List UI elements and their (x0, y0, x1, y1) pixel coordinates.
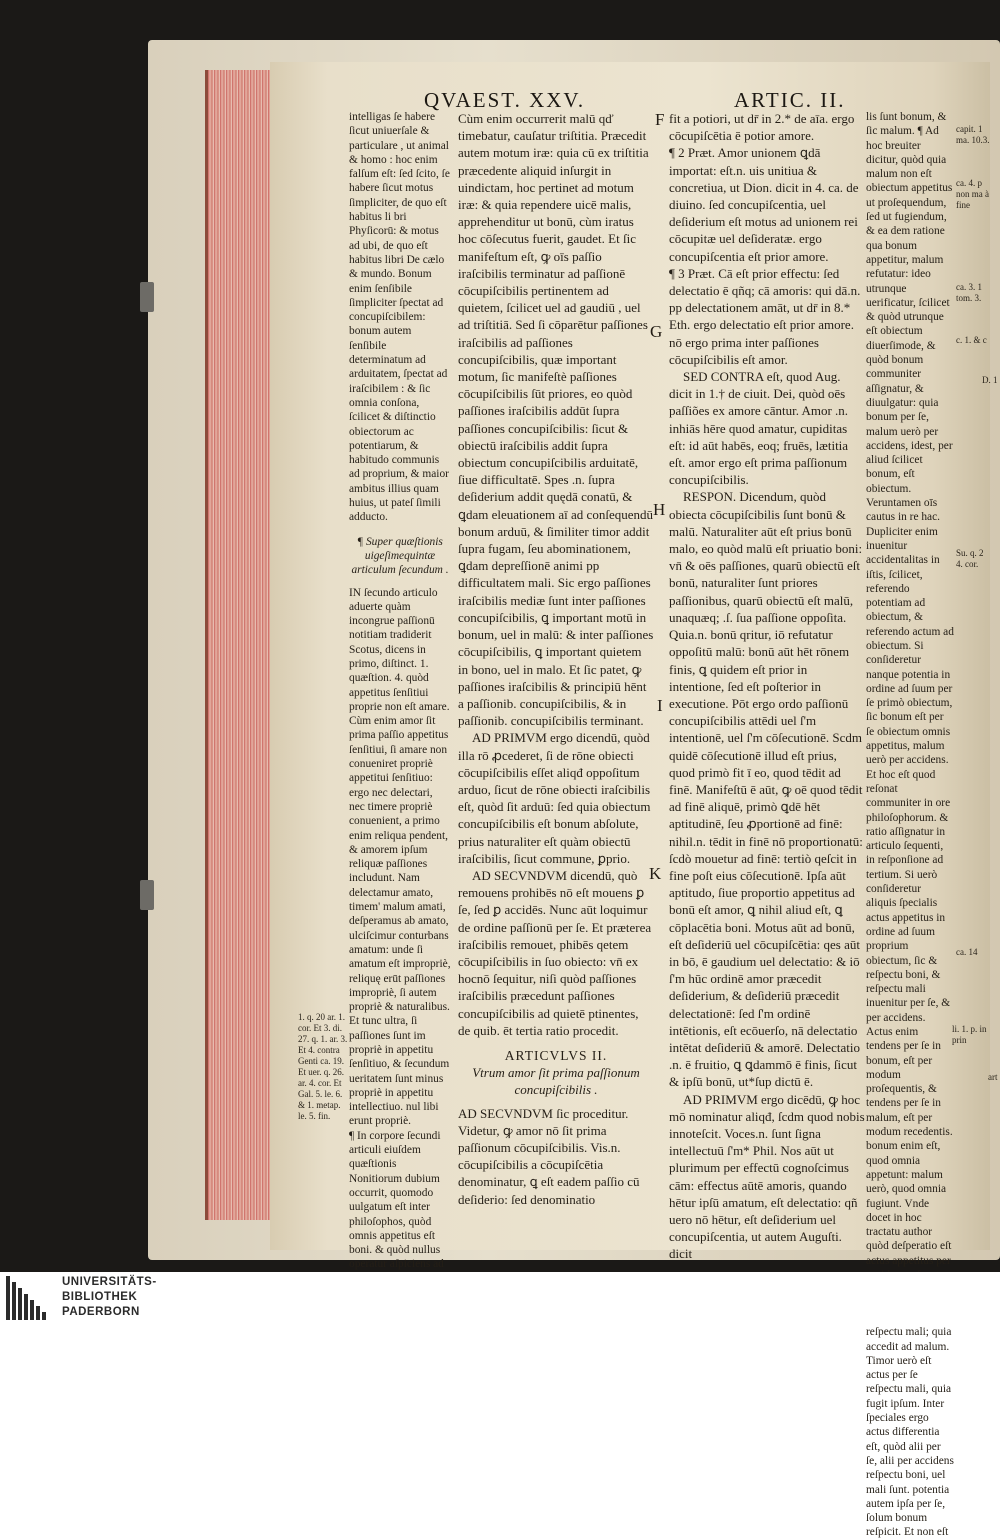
library-logo-text (62, 1275, 157, 1320)
body-paragraph: ¶ 3 Præt. Cā eſt prior effectu: ſed delectatio ē qñq; cā amoris: qui dā.n. pp delectationem amāt, ut dr̄ in 8.* Eth. ergo delectatio eſt prior amore. nō ergo prima inter paſſiones cōcupiſcibilis eſt amor. (669, 265, 861, 367)
logo-line: BIBLIOTHEK (62, 1291, 138, 1303)
margin-note-right: ca. 3. 1 tom. 3. (956, 282, 982, 303)
margin-note-right: c. 1. & c (956, 335, 987, 345)
body-paragraph: AD PRIMVM ergo dicendū, quòd illa rō ꝓcederet, ſi de rōne obiecti cōcupiſcibilis eſſet aliqđ oppoſitum arduo, ſicut de rōne obiecti iraſcibilis eſt, quòd ſit arduū: ſed quia obiectum concupiſcibilis eſt bonum abſolute, prius naturaliter eſt quàm obiectū iraſcibilis, ſicut commune, ꝑprio. (458, 730, 651, 866)
body-paragraph: Cùm enim occurrerit malū qď timebatur, cauſatur triſtitia. Præcedit autem motum iræ: quia cū ex triſtitia præcedente aliquid inſurgit in uindictam, hoc pertinet ad motum iræ: & quia rependere uicē malis, apprehenditur ut bonū, cùm iratus hoc cōſecutus fuerit, gaudet. Et ſic manifeſtum eſt, ꝙ oīs paſſio iraſcibilis terminatur ad paſſionē cōcupiſcibilis pertinentem ad quietem, ſcilicet uel ad gaudiū , uel ad triſtitiā. Sed ſi cōparētur paſſiones iraſcibilis ad paſſiones concupiſcibilis, quæ important motum, ſic manifeſtè paſſiones cōcupiſcibilis ſūt priores, eo quòd paſſiones iraſcibilis addūt ſupra paſſiones concupiſcibilis: ſicut & obiectū iraſcibilis addit ſupra obiectum concupiſcibilis arduitatē, ſiue difficultatē. Spes .n. ſupra deſiderium addit quędā conatū, & ꝗdam eleuationem aī ad conſequendū bonum arduū, & ſimiliter timor addit ſupra fugam, ſeu abominationem, ꝗdam depreſſionē animi pp difficultatem mali. Sic ergo paſſiones iraſcibilis mediæ ſunt inter paſſiones concupiſcibilis, ꝗ important motū in bonum, uel in malū: & inter paſſiones cōcupiſcibilis, ꝗ important quietem in bono, uel in malo. Et ſic patet, ꝙ paſſiones iraſcibilis & principiū hēnt a paſſionib. concupiſcibilis, & in paſſionib. concupiſcibilis terminant. (458, 111, 654, 729)
clasp-bottom (140, 880, 154, 910)
body-paragraph: AD SECVNDVM dicendū, quò remouens prohibēs nō eſt mouens ꝑ ſe, ſed ꝑ accidēs. Nunc aūt loquimur de ordine paſſionū per ſe. Et præterea iraſcibilis remouet, phibēs qetem cōcupiſcibilis in ſuo obiecto: vn̄ ex hocnō ſequitur, niſi quòd paſſiones iraſcibilis præcedunt paſſiones concupiſcibilis ad quietē ptinentes, de quib. ēt tertia ratio procedit. (458, 867, 652, 1038)
library-logo (0, 1272, 1000, 1324)
commentary-column-left (349, 110, 451, 1315)
library-logo-icon (6, 1276, 50, 1320)
commentary-column-right (866, 110, 954, 1540)
logo-line: PADERBORN (62, 1306, 140, 1318)
commentary-paragraph: lis ſunt bonum, & ſic malum. ¶ Ad hoc breuiter dicitur, quòd quia malum non eſt obiectum appetitus ut proſequendum, ſed ut fugiendum, & ea dem ratione qua bonum appetitur, malum refutatur: ideo utrunque uerificatur, ſcilicet & quòd utrunque eſt obiectum diuerſimode, & quòd bonum communiter aſſignatur, & diuulgatur: quia bonum per ſe, malum uerò per accidens, idest, per aliud ſcilicet bonum, eſt obiectum. Veruntamen oīs cautus in re hac. Dupliciter enim inuenitur accidentalitas in iſtis, ſcilicet, referendo potentiam ad obiectum, & referendo actum ad obiectum. Si conſideretur nanque potentia in ordine ad ſuum per ſe primò obiectum, ſic bonum eſt per ſe obiectum omnis appetitus, malum uerò per accidens. Et hoc eſt quod reſonat communiter in ore philoſophorum. & ratio aſſignatur in articulo ſequenti, in reſponſione ad tertium. Si uerò conſideretur aliquis ſpecialis actus appetitus in ordine ad ſuum proprium obiectum, ſic & reſpectu boni, & reſpectu mali inuenitur per ſe, & per accidens. Actus enim tendens per ſe in bonum, eſt per modum proſequentis, & tendens per ſe in malum, eſt per modum recedentis. bonum enim eſt, quod omnia appetunt: malum uerò, quod omnia fugiunt. Vnde docet in hoc tractatu author quòd deſperatio eſt actus appetitus per reſpectu mali; quia accedit ad malum. Timor uerò eſt actus per ſe reſpectu mali, quia fugit ipſum. Inter ſpeciales ergo actus differentia eſt, quòd alii per ſe, alii per accidens reſpectu boni, uel mali ſunt. potentia autem ipſa per ſe, ſolum bonum reſpicit. Et non eſt (866, 111, 954, 1539)
text-column-right (669, 110, 865, 1263)
section-letter: K (649, 864, 662, 883)
article-question: Vtrum amor ſit prima paſſionum concupiſcibilis . (472, 1065, 640, 1098)
logo-line: UNIVERSITÄTS- (62, 1276, 157, 1288)
text-column-middle (458, 110, 654, 1208)
commentary-paragraph: IN ſecundo articulo aduerte quàm incongrue paſſionū notitiam tradiderit Scotus, dicens in primo, diſtinct. 1. quæſtion. 4. quòd appetitus ſenſitiui proprie non eſt amare. Cùm enim amor ſit prima paſſio appetitus ſenſitiui, ſi amare non conueniret propriè appetitui ſenſitiuo: ergo nec delectari, nec timere propriè conuenient, a primo enim reliqua pendent, & amorem ipſum reliquæ paſſiones includunt. Nam delectamur amato, timem' malum amati, deſperamus ab amato, ulciſcimur conturbans amatum: unde ſi amatum eſt impropriè, reliquę erūt paſſiones impropriè, ſi autem propriè & naturalibus. Et tunc ultra, ſi paſſiones ſunt im propriè in appetitu ſenſitiuo, & ſecundum ueritatem ſunt minus propriè in appetitu intellectiuo. nul libi erunt propriè. (349, 586, 451, 1128)
section-letter: G (650, 322, 663, 341)
commentary-paragraph: ¶ In corpore ſecundi articuli eiuſdem quæſtionis Nonitiorum dubium occurrit, quomodo uulgatum eſt inter philoſophos, quòd omnis appetitus eſt boni. & quòd nullus operatur aſpiciens ad (349, 1129, 444, 1271)
section-letter: I (657, 696, 663, 715)
margin-note-right: capit. 1 ma. 10.3. (956, 124, 990, 145)
section-letter: H (653, 500, 666, 519)
margin-note-right: art (988, 1072, 998, 1082)
body-paragraph: RESPON. Dicendum, quòd obiecta cōcupiſcibilis ſunt bonū & malū. Naturaliter aūt eſt prius bonū malo, eo quòd malū eſt priuatio boni: vn̄ & oēs paſſiones, quarū obiectū eſt bonū, naturaliter ſunt priores paſſionibus, quarū obiectū eſt malū, unaquæq; .ſ. ſua paſſione oppoſita. Quia.n. bonū qritur, iō refutatur oppoſitū malū: bonū aūt hēt rōnem finis, ꝗ quidem eſt prior in intentione, ſed eſt poſterior in executione. Pōt ergo ordo paſſionū concupiſcibilis attēdi uel ſ'm intentionē, uel ſ'm cōſecutionē. Scdm quidē cōſecutionē illud eſt prius, quod primò fit ī eo, quod tēdit ad finē. Manifeſtū ē aūt, ꝙ oē quod tēdit ad finē aliquē, primò ꝗdē hēt aptitudinē, ſeu ꝓportionē ad finē: nihil.n. tēdit in finē nō proportionatū: ſcdò mouetur ad finē: tertiò qeſcit in fine poſt eius cōſecutionē. Ipſa aūt aptitudo, ſiue proportio appetitus ad bonū eſt amor, ꝗ nihil aliud eſt, ꝗ cōplacētia boni. Motus aūt ad bonū, eſt deſideriū uel cōcupiſcētia: qes aūt in bō, ē gaudium uel delectatio: & iō ſ'm hūc ordinē amor præcedit deſiderium, & deſideriū præcedit delectationē: ſed ſ'm ordinē intētionis, eſt ecōuerſo, nā delectatio intētat deſideriū & amorē. Delectatio .n. ē fruitio, ꝗ ꝗdammō ē finis, ſicut & ipſū bonū, ut*ſup dictū ē. (669, 489, 863, 1090)
body-paragraph: SED CONTRA eſt, quod Aug. dicit in 1.† de ciuit. Dei, quòd oēs paſſiões ex amore cāntur. Amor .n. inhiās hēre quod amatur, cupiditas eſt: id aūt habēs, eoq; fruēs, lætitia eſt. amor ergo eſt prima paſſionum concupiſcibilis. (669, 369, 849, 488)
body-paragraph: fit a potiori, ut dr̄ in 2.* de aīa. ergo cōcupiſcētia ē potior amore. (669, 111, 855, 144)
clasp-top (140, 282, 154, 312)
body-paragraph: ¶ 2 Præt. Amor unionem ꝗdā importat: eſt.n. uis unitiua & concretiua, ut Dion. dicit in 4. ca. de diuino. ſed concupiſcentia, uel deſiderium eſt motus ad unionem rei cōcupitæ uel deſideratæ. ergo concupiſcentia eſt prior amore. (669, 145, 859, 264)
body-paragraph: AD SECVNDVM ſic proceditur. Videtur, ꝙ amor nō ſit prima paſſionum cōcupiſcibilis. Vis.n. cōcupiſcibilis a cōcupiſcētia denominatur, ꝗ eſt eadem paſſio cū deſiderio: ſed denominatio (458, 1105, 640, 1207)
running-header-left: QVAEST. XXV. (424, 88, 586, 112)
running-header-right: ARTIC. II. (734, 88, 846, 112)
margin-note-right: ca. 4. p non ma à fine (956, 178, 989, 210)
red-page-edges (205, 70, 280, 1220)
margin-note-right: li. 1. p. in prin (952, 1024, 987, 1045)
body-paragraph: AD PRIMVM ergo dicēdū, ꝙ hoc mō nominatur aliqđ, ſcdm quod nobis innoteſcit. Voces.n. ſunt ſigna intellectuū ſ'm* Phil. Nos aūt ut plurimum per effectū cognoſcimus cām: effectus aūtē amoris, quando hētur ipſū amatum, eſt delectatio: qñ uero nō hētur, eſt deſiderium uel concupiſcentia, ut autem Auguſti. dicit (669, 1091, 865, 1262)
margin-note-right: ca. 14 (956, 947, 978, 957)
article-title: ARTICVLVS II. (504, 1047, 608, 1063)
margin-note-right: Su. q. 2 4. cor. (956, 548, 984, 569)
margin-note-right: D. 1 (982, 375, 998, 385)
commentary-paragraph: intelligas ſe habere ſicut uniuerſale & particulare , ut animal & homo : hoc enim falſum eſt: ſed ſcito, ſe habere ſicut motus ſimpliciter, de quo eſt habitus li bri Phyſicorū: & motus ad ubi, de quo eſt habitus libri De cælo & mundo. Bonum enim ſenſibile ſimpliciter ſpectat ad concupiſcibilem: bonum autem ſenſibile determinatum ad arduitatem, ſpectat ad iraſcibilem : & ſic omnia conſona, ſcilicet & diſtinctio obiectorum ac potentiarum, & habitudo communis ad proprium, & maior ambitus illius quam huius, ut pateſ ſimili adducto. (349, 111, 450, 524)
section-letter: F (655, 110, 665, 129)
commentary-heading: ¶ Super quæſtionis uigeſimequintæ articulum ſecundum . (351, 535, 449, 577)
margin-note-left: 1. q. 20 ar. 1. cor. Et 3. di. 27. q. 1. ar. 3. Et 4. contra Genti ca. 19. Et uer. q. 26. ar. 4. cor. Et Gal. 5. le. 6. & 1. metap. le. 5. fin. (298, 1012, 348, 1121)
